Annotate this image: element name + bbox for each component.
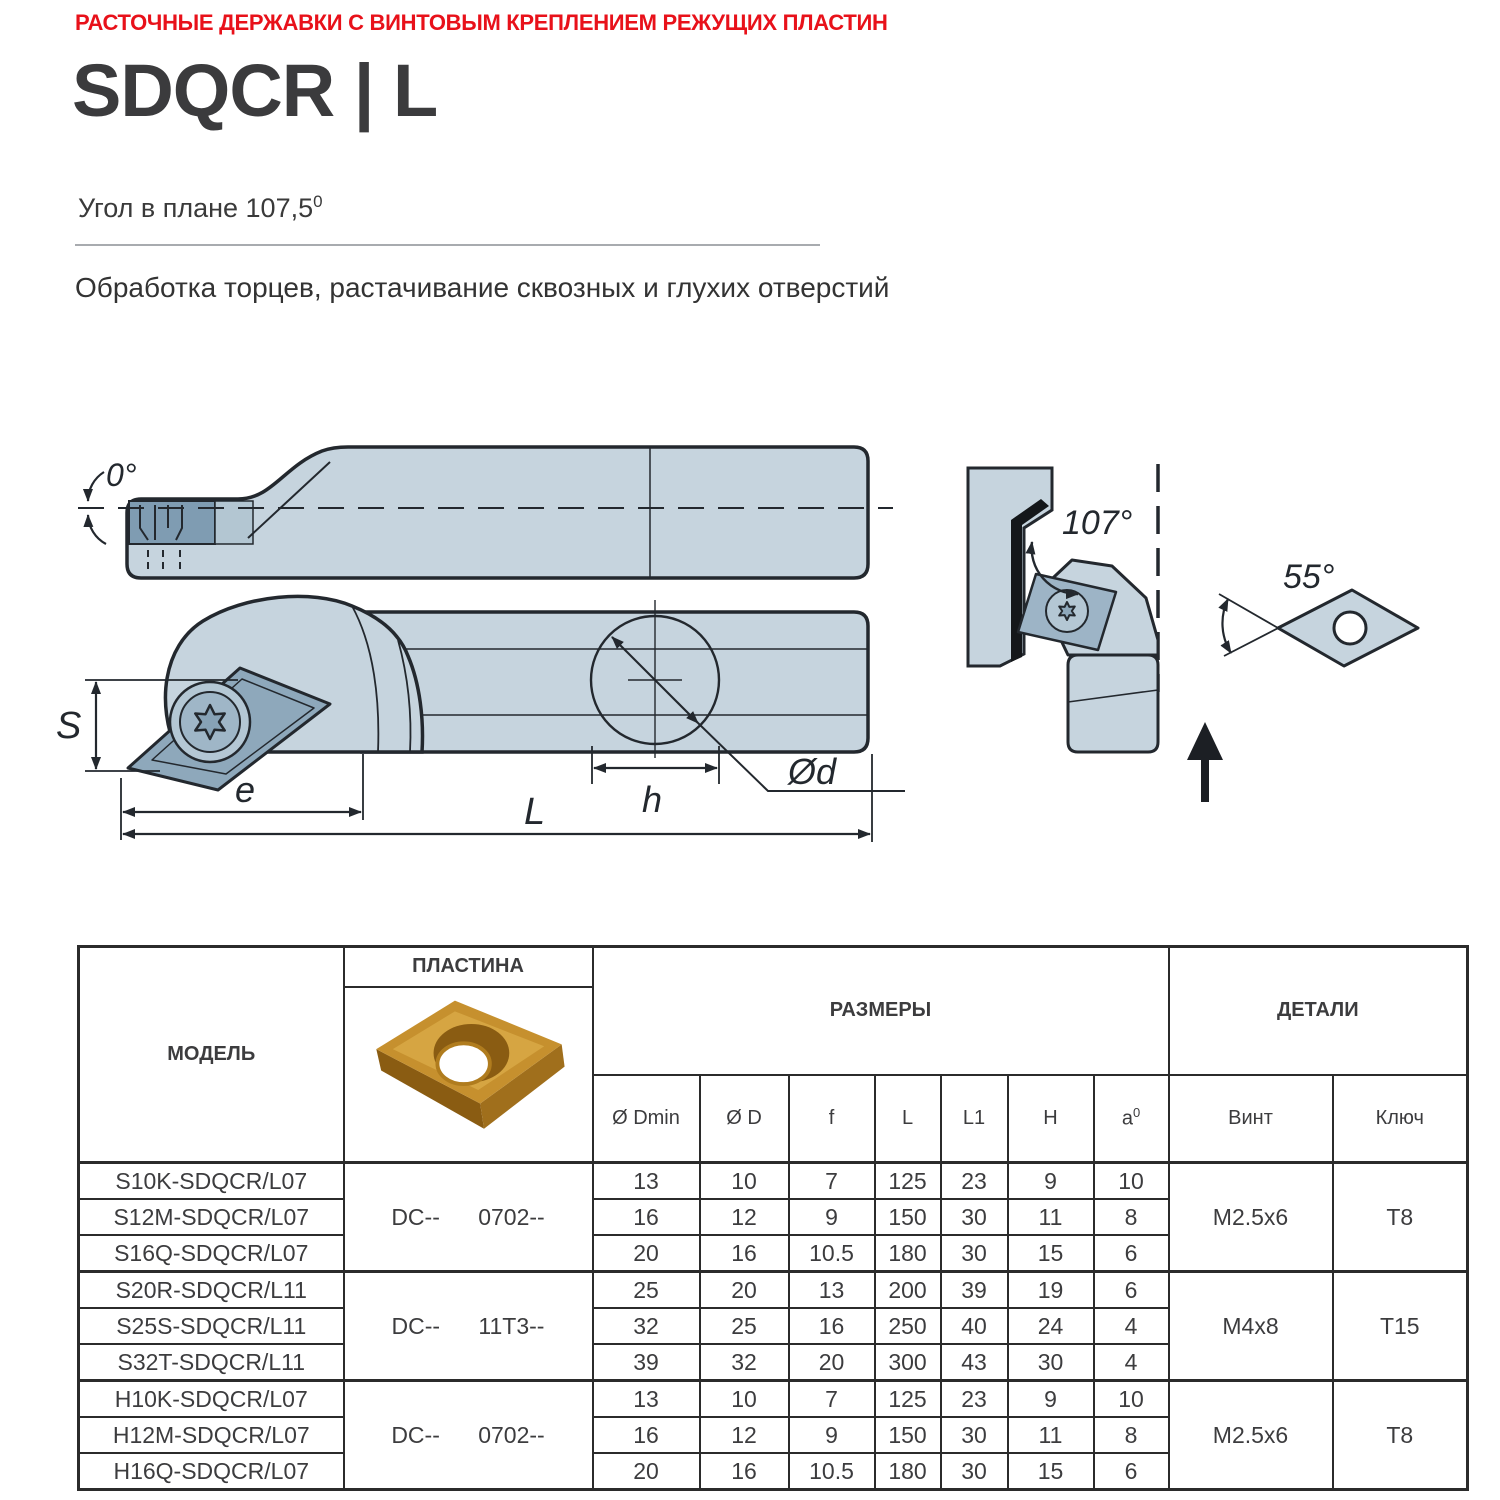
value-cell: 6 — [1094, 1235, 1169, 1272]
value-cell: 20 — [789, 1344, 875, 1381]
header-col-a-text: a — [1121, 1108, 1133, 1131]
value-cell: 6 — [1094, 1272, 1169, 1309]
screw-cell: M2.5x6 — [1169, 1381, 1333, 1490]
value-cell: 7 — [789, 1381, 875, 1418]
value-cell: 20 — [593, 1453, 700, 1490]
value-cell: 11 — [1008, 1199, 1094, 1235]
value-cell: 12 — [700, 1199, 789, 1235]
header-col-l: L — [875, 1075, 941, 1163]
value-cell: 20 — [700, 1272, 789, 1309]
value-cell: 12 — [700, 1417, 789, 1453]
insert-code-cell: DC-- 11T3-- — [344, 1272, 593, 1381]
model-cell: S20R-SDQCR/L11 — [79, 1272, 344, 1309]
value-cell: 30 — [941, 1235, 1008, 1272]
value-cell: 20 — [593, 1235, 700, 1272]
value-cell: 125 — [875, 1381, 941, 1418]
value-cell: 32 — [700, 1344, 789, 1381]
screw-cell: M2.5x6 — [1169, 1163, 1333, 1272]
value-cell: 10 — [700, 1381, 789, 1418]
value-cell: 9 — [1008, 1381, 1094, 1418]
value-cell: 180 — [875, 1235, 941, 1272]
value-cell: 150 — [875, 1199, 941, 1235]
value-cell: 300 — [875, 1344, 941, 1381]
value-cell: 16 — [593, 1417, 700, 1453]
l-dimension-label: L — [524, 791, 546, 833]
screw-cell: M4x8 — [1169, 1272, 1333, 1381]
value-cell: 39 — [593, 1344, 700, 1381]
header-col-dmin: Ø Dmin — [593, 1075, 700, 1163]
insert-code-cell: DC-- 0702-- — [344, 1381, 593, 1490]
value-cell: 30 — [941, 1453, 1008, 1490]
page-title: SDQCR | L — [72, 49, 438, 132]
value-cell: 32 — [593, 1308, 700, 1344]
value-cell: 30 — [941, 1199, 1008, 1235]
header-dimensions: РАЗМЕРЫ — [593, 947, 1169, 1075]
value-cell: 8 — [1094, 1199, 1169, 1235]
header-col-key: Ключ — [1333, 1075, 1468, 1163]
insert-55-hole — [1334, 612, 1366, 644]
header-col-d: Ø D — [700, 1075, 789, 1163]
value-cell: 4 — [1094, 1308, 1169, 1344]
top-view-boring-bar — [78, 447, 893, 578]
e-dimension-label: e — [235, 769, 256, 810]
value-cell: 16 — [789, 1308, 875, 1344]
value-cell: 13 — [593, 1381, 700, 1418]
value-cell: 24 — [1008, 1308, 1094, 1344]
model-cell: S32T-SDQCR/L11 — [79, 1344, 344, 1381]
value-cell: 16 — [700, 1235, 789, 1272]
value-cell: 180 — [875, 1453, 941, 1490]
model-cell: H12M-SDQCR/L07 — [79, 1417, 344, 1453]
value-cell: 25 — [700, 1308, 789, 1344]
model-cell: H10K-SDQCR/L07 — [79, 1381, 344, 1418]
model-cell: S12M-SDQCR/L07 — [79, 1199, 344, 1235]
header-col-a — [1094, 1075, 1169, 1163]
value-cell: 9 — [1008, 1163, 1094, 1200]
value-cell: 8 — [1094, 1417, 1169, 1453]
value-cell: 15 — [1008, 1453, 1094, 1490]
header-details: ДЕТАЛИ — [1169, 947, 1468, 1075]
value-cell: 10 — [700, 1163, 789, 1200]
h-dimension-label: h — [642, 779, 663, 820]
model-cell: S16Q-SDQCR/L07 — [79, 1235, 344, 1272]
value-cell: 10.5 — [789, 1235, 875, 1272]
value-cell: 11 — [1008, 1417, 1094, 1453]
zero-angle-label: 0° — [106, 457, 137, 493]
value-cell: 15 — [1008, 1235, 1094, 1272]
value-cell: 30 — [1008, 1344, 1094, 1381]
value-cell: 10.5 — [789, 1453, 875, 1490]
plan-angle-text: Угол в плане 107,5 — [78, 193, 314, 223]
value-cell: 7 — [789, 1163, 875, 1200]
model-cell: H16Q-SDQCR/L07 — [79, 1453, 344, 1490]
angle-55-label: 55° — [1283, 558, 1335, 596]
spec-table — [77, 945, 1469, 1491]
value-cell: 16 — [593, 1199, 700, 1235]
main-view-boring-bar — [56, 596, 905, 842]
value-cell: 125 — [875, 1163, 941, 1200]
zero-angle-arc-upper — [88, 472, 104, 501]
value-cell: 25 — [593, 1272, 700, 1309]
page-description: Обработка торцев, растачивание сквозных и глухих отверстий — [75, 272, 890, 303]
value-cell: 200 — [875, 1272, 941, 1309]
value-cell: 16 — [700, 1453, 789, 1490]
insert-photo-hole — [437, 1044, 489, 1085]
insert-photo-cell — [344, 987, 593, 1163]
insert-code-cell: DC-- 0702-- — [344, 1163, 593, 1272]
angle-55-arc — [1222, 599, 1231, 653]
table-row — [79, 1272, 1468, 1309]
feed-arrow-head — [1187, 722, 1223, 760]
s-dimension-label: S — [56, 705, 82, 747]
angle-107-label: 107° — [1062, 504, 1133, 542]
angle-view — [968, 464, 1223, 802]
value-cell: 6 — [1094, 1453, 1169, 1490]
plan-angle-sup: 0 — [313, 192, 323, 211]
insert-photo — [361, 989, 576, 1154]
table-row — [79, 1381, 1468, 1418]
header-col-f: f — [789, 1075, 875, 1163]
table-row — [79, 1163, 1468, 1200]
insert-55-detail — [1219, 558, 1418, 666]
value-cell: 9 — [789, 1417, 875, 1453]
key-cell: T8 — [1333, 1163, 1468, 1272]
value-cell: 23 — [941, 1381, 1008, 1418]
key-cell: T8 — [1333, 1381, 1468, 1490]
value-cell: 40 — [941, 1308, 1008, 1344]
page-kicker: РАСТОЧНЫЕ ДЕРЖАВКИ С ВИНТОВЫМ КРЕПЛЕНИЕМ РЕЖУЩИХ ПЛАСТИН — [75, 10, 888, 35]
value-cell: 43 — [941, 1344, 1008, 1381]
header-col-l1: L1 — [941, 1075, 1008, 1163]
header-col-a-sup: 0 — [1132, 1105, 1141, 1121]
value-cell: 250 — [875, 1308, 941, 1344]
zero-angle-arc-lower — [88, 515, 106, 544]
value-cell: 23 — [941, 1163, 1008, 1200]
model-cell: S25S-SDQCR/L11 — [79, 1308, 344, 1344]
header-col-h: H — [1008, 1075, 1094, 1163]
tool-body-angle-view — [1068, 655, 1158, 752]
value-cell: 9 — [789, 1199, 875, 1235]
value-cell: 30 — [941, 1417, 1008, 1453]
value-cell: 10 — [1094, 1163, 1169, 1200]
header-col-screw: Винт — [1169, 1075, 1333, 1163]
value-cell: 13 — [789, 1272, 875, 1309]
bore-diameter-label: Ød — [788, 751, 837, 792]
model-cell: S10K-SDQCR/L07 — [79, 1163, 344, 1200]
value-cell: 10 — [1094, 1381, 1169, 1418]
value-cell: 13 — [593, 1163, 700, 1200]
value-cell: 19 — [1008, 1272, 1094, 1309]
value-cell: 4 — [1094, 1344, 1169, 1381]
value-cell: 150 — [875, 1417, 941, 1453]
header-model: МОДЕЛЬ — [79, 947, 344, 1163]
key-cell: T15 — [1333, 1272, 1468, 1381]
header-insert: ПЛАСТИНА — [344, 947, 593, 987]
value-cell: 39 — [941, 1272, 1008, 1309]
